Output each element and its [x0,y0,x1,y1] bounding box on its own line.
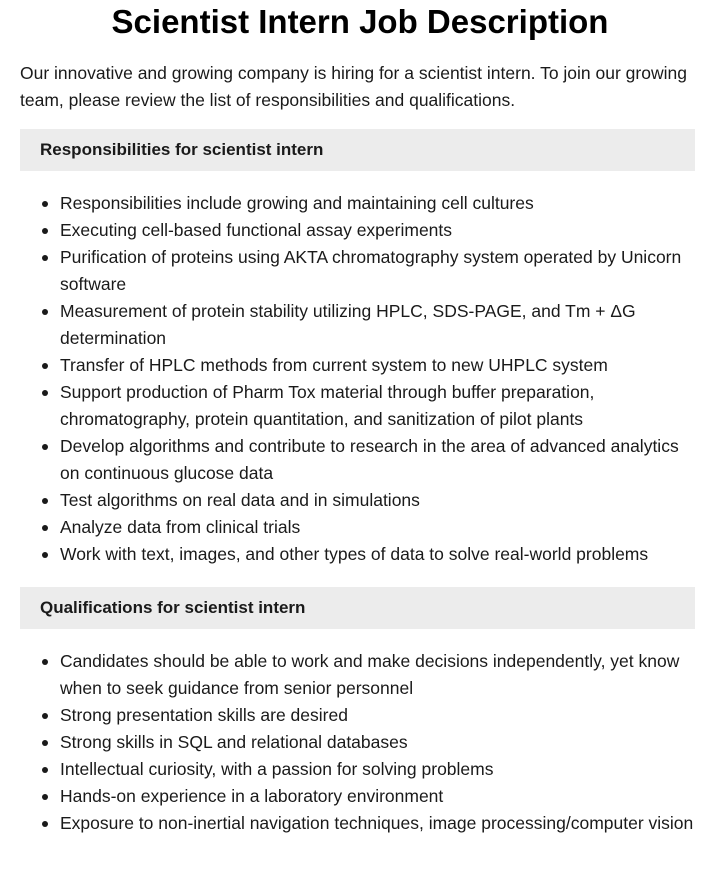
list-item: Responsibilities include growing and maintaining cell cultures [60,190,700,217]
qualifications-heading: Qualifications for scientist intern [20,587,695,629]
list-item: Intellectual curiosity, with a passion for solving problems [60,756,700,783]
list-item: Develop algorithms and contribute to research in the area of advanced analytics on continuous glucose data [60,433,700,487]
list-item: Measurement of protein stability utilizing HPLC, SDS-PAGE, and Tm + ΔG determination [60,298,700,352]
intro-paragraph: Our innovative and growing company is hiring for a scientist intern. To join our growing team, please review the list of responsibilities and qualifications. [20,63,687,110]
list-item: Strong skills in SQL and relational databases [60,729,700,756]
list-item: Test algorithms on real data and in simulations [60,487,700,514]
list-item: Purification of proteins using AKTA chromatography system operated by Unicorn software [60,244,700,298]
list-item: Executing cell-based functional assay experiments [60,217,700,244]
page-title: Scientist Intern Job Description [111,3,609,40]
responsibilities-heading: Responsibilities for scientist intern [20,129,695,171]
responsibilities-list [20,190,700,568]
list-item: Transfer of HPLC methods from current system to new UHPLC system [60,352,700,379]
list-item: Support production of Pharm Tox material through buffer preparation, chromatography, protein quantitation, and sanitization of pilot plants [60,379,700,433]
list-item: Candidates should be able to work and make decisions independently, yet know when to seek guidance from senior personnel [60,648,700,702]
list-item: Hands-on experience in a laboratory environment [60,783,700,810]
list-item: Work with text, images, and other types of data to solve real-world problems [60,541,700,568]
list-item: Exposure to non-inertial navigation techniques, image processing/computer vision [60,810,700,837]
list-item: Strong presentation skills are desired [60,702,700,729]
list-item: Analyze data from clinical trials [60,514,700,541]
qualifications-list [20,648,700,837]
